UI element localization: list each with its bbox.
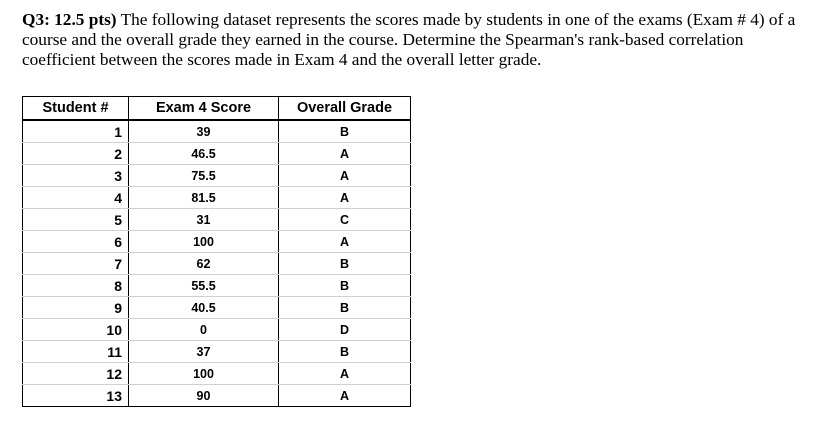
header-overall-grade: Overall Grade: [279, 97, 411, 121]
cell-student: 2: [23, 143, 129, 165]
cell-score: 100: [129, 363, 279, 385]
cell-score: 100: [129, 231, 279, 253]
scores-table: [22, 96, 411, 407]
cell-score: 46.5: [129, 143, 279, 165]
cell-student: 5: [23, 209, 129, 231]
table-row: [23, 385, 411, 407]
table-row: [23, 363, 411, 385]
table-row: [23, 209, 411, 231]
table-row: [23, 143, 411, 165]
cell-grade: B: [279, 253, 411, 275]
cell-score: 40.5: [129, 297, 279, 319]
cell-score: 39: [129, 120, 279, 143]
cell-grade: A: [279, 385, 411, 407]
cell-student: 9: [23, 297, 129, 319]
cell-grade: A: [279, 143, 411, 165]
cell-student: 6: [23, 231, 129, 253]
cell-grade: B: [279, 297, 411, 319]
question-label: Q3: 12.5 pts): [22, 10, 117, 29]
cell-score: 31: [129, 209, 279, 231]
table-row: [23, 319, 411, 341]
cell-student: 4: [23, 187, 129, 209]
cell-score: 62: [129, 253, 279, 275]
table-row: [23, 275, 411, 297]
table-row: [23, 231, 411, 253]
cell-score: 81.5: [129, 187, 279, 209]
cell-grade: A: [279, 231, 411, 253]
cell-grade: A: [279, 165, 411, 187]
cell-score: 75.5: [129, 165, 279, 187]
cell-score: 90: [129, 385, 279, 407]
cell-student: 1: [23, 120, 129, 143]
cell-score: 37: [129, 341, 279, 363]
cell-student: 11: [23, 341, 129, 363]
cell-student: 12: [23, 363, 129, 385]
cell-student: 10: [23, 319, 129, 341]
cell-grade: B: [279, 120, 411, 143]
question-body: The following dataset represents the scores made by students in one of the exams (Exam # 4) of a course and the overall grade they earned in the course. Determine the Spearman's rank-based correlation coefficient between the scores made in Exam 4 and the overall letter grade.: [22, 10, 796, 69]
table-row: [23, 165, 411, 187]
cell-student: 8: [23, 275, 129, 297]
table-row: [23, 187, 411, 209]
cell-grade: A: [279, 363, 411, 385]
cell-grade: B: [279, 341, 411, 363]
cell-student: 3: [23, 165, 129, 187]
cell-grade: B: [279, 275, 411, 297]
cell-student: 7: [23, 253, 129, 275]
cell-score: 55.5: [129, 275, 279, 297]
table-row: [23, 120, 411, 143]
header-student: Student #: [23, 97, 129, 121]
question-text: [22, 10, 797, 70]
cell-score: 0: [129, 319, 279, 341]
cell-student: 13: [23, 385, 129, 407]
table-row: [23, 297, 411, 319]
cell-grade: D: [279, 319, 411, 341]
header-exam4-score: Exam 4 Score: [129, 97, 279, 121]
table-row: [23, 253, 411, 275]
table-header-row: [23, 97, 411, 121]
cell-grade: A: [279, 187, 411, 209]
cell-grade: C: [279, 209, 411, 231]
table-row: [23, 341, 411, 363]
